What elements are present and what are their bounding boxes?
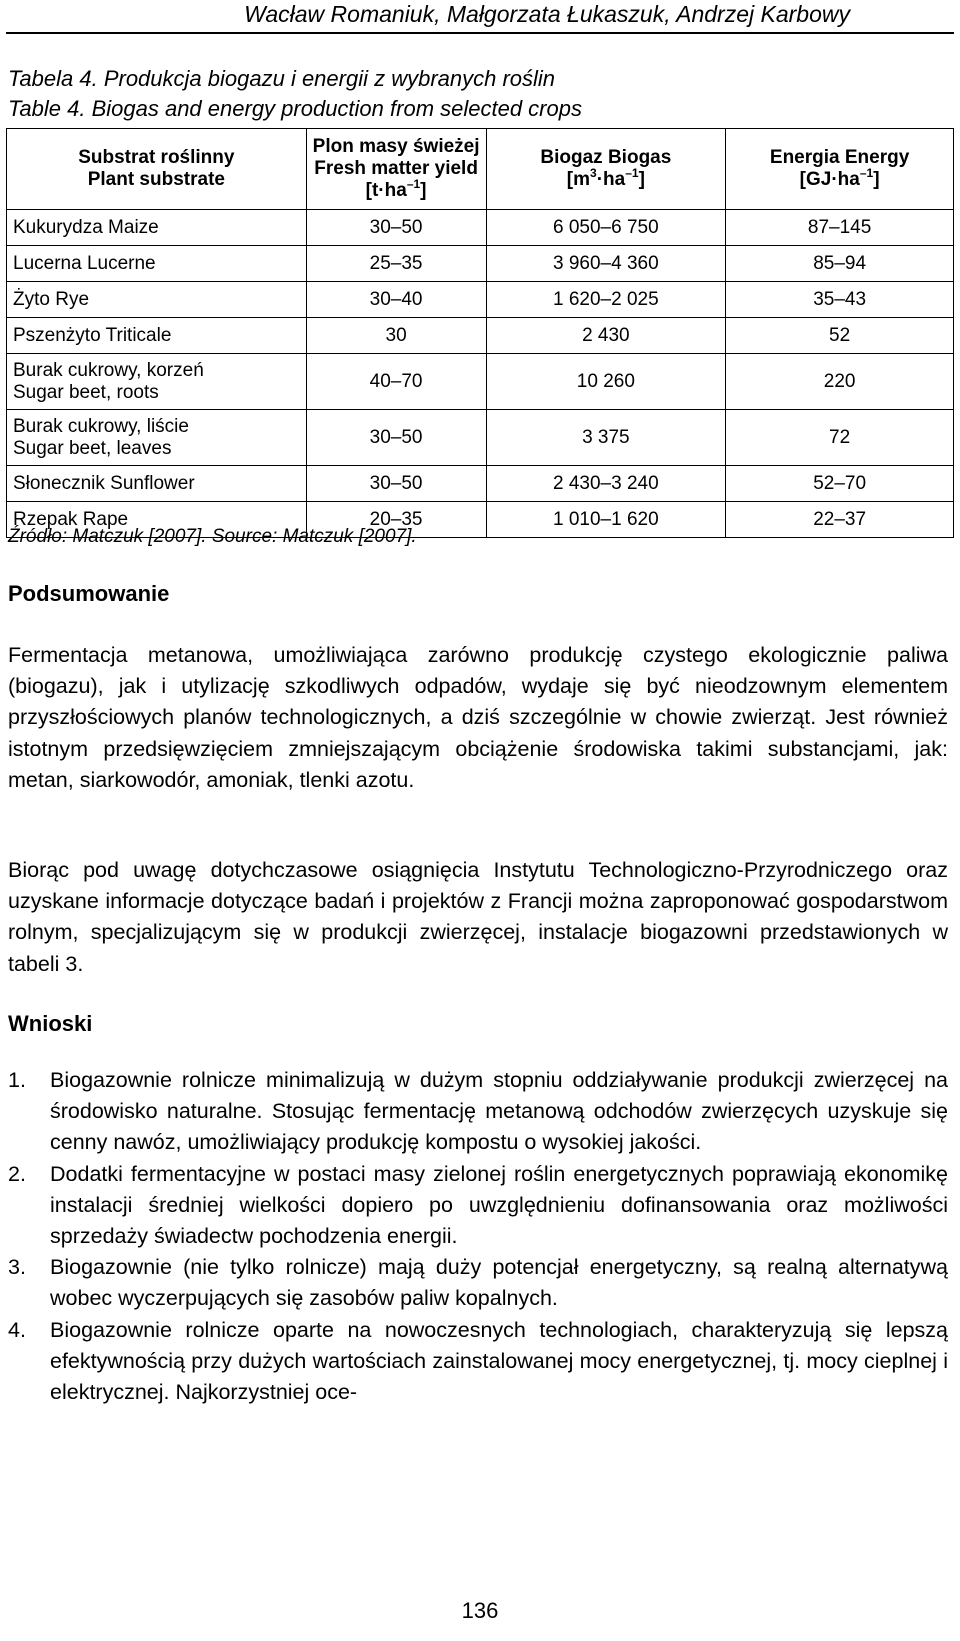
cell-energy: 87–145 (726, 210, 954, 246)
cell-substrate: Rzepak Rape (7, 502, 307, 538)
header-substrate-en: Plant substrate (87, 169, 225, 190)
summary-paragraph-2: Biorąc pod uwagę dotychczasowe osiągnięcia Instytutu Technologiczno-Przyrodniczego oraz uzyskane informacje dotyczące badań i projektów z Francji można zaproponować gospodarstwom rolnym, specjalizującym się w produkcji zwierzęcej, instalacje biogazowni przedstawionych w tabeli 3. (8, 858, 948, 976)
cell-yield: 20–35 (306, 502, 486, 538)
list-item-text: Biogazownie rolnicze oparte na nowoczesnych technologiach, charakteryzują się lepszą efektywnością przy dużych wartościach zainstalowanej mocy energetycznej, tj. mocy cieplnej i elektrycznej. Najkorzystniej oce- (50, 1317, 948, 1405)
cell-energy: 72 (726, 410, 954, 466)
list-item-number: 2. (8, 1161, 26, 1186)
substrate-line-en: Sugar beet, roots (13, 381, 159, 403)
list-item (8, 1065, 948, 1159)
header-plant-substrate (7, 129, 307, 210)
header-energy-label: Energia Energy (769, 147, 910, 168)
header-energy-unit: $[GJ\cdot ha^{-1}]$ (799, 166, 880, 190)
cell-biogas: 1 620–2 025 (486, 282, 726, 318)
header-biogas (486, 129, 726, 210)
table-row (7, 282, 954, 318)
cell-yield: 25–35 (306, 246, 486, 282)
cell-yield: 30 (306, 318, 486, 354)
list-item-number: 3. (8, 1255, 26, 1280)
cell-substrate: Pszenżyto Triticale (7, 318, 307, 354)
summary-paragraph-1: Fermentacja metanowa, umożliwiająca zarówno produkcję czystego ekologicznie paliwa (biogazu), jak i utylizację szkodliwych odpadów, wydaje się być nieodzownym elementem przyszłościowych planów technologicznych, a dziś szczególnie w chowie zwierząt. Jest również istotnym przedsięwzięciem zmniejszającym obciążenie środowiska takimi substancjami, jak: metan, siarkowodór, amoniak, tlenki azotu. (8, 643, 948, 792)
cell-biogas: 2 430–3 240 (486, 466, 726, 502)
cell-yield: 30–50 (306, 410, 486, 466)
page-number: 136 (461, 1598, 499, 1623)
table-source-note: Źródło: Matczuk [2007]. Source: Matczuk [2007]. (8, 526, 417, 547)
cell-substrate (7, 410, 307, 466)
table-row (7, 466, 954, 502)
cell-energy: 52 (726, 318, 954, 354)
table-row (7, 318, 954, 354)
header-yield-pl: Plon masy świeżej (312, 136, 480, 157)
cell-yield: 30–50 (306, 210, 486, 246)
cell-substrate (7, 354, 307, 410)
header-fresh-matter-yield (306, 129, 486, 210)
header-energy (726, 129, 954, 210)
table-row (7, 410, 954, 466)
header-yield-unit: $[t\cdot ha^{-1}]$ (365, 177, 427, 201)
table-header-row (7, 129, 954, 210)
header-rule (6, 32, 954, 34)
cell-biogas: 2 430 (486, 318, 726, 354)
substrate-line-pl: Burak cukrowy, korzeń (13, 359, 204, 381)
cell-energy: 35–43 (726, 282, 954, 318)
cell-biogas: 6 050–6 750 (486, 210, 726, 246)
caption-english: Table 4. Biogas and energy production from selected crops (8, 96, 582, 121)
cell-yield: 30–50 (306, 466, 486, 502)
table-row (7, 246, 954, 282)
list-item (8, 1315, 948, 1409)
cell-substrate: Lucerna Lucerne (7, 246, 307, 282)
list-item-text: Dodatki fermentacyjne w postaci masy zielonej roślin energetycznych poprawiają ekonomikę instalacji średniej wielkości dopiero po uwzględnieniu dofinansowania oraz możliwości sprzedaży świadectw pochodzenia energii. (50, 1161, 948, 1249)
cell-substrate: Żyto Rye (7, 282, 307, 318)
cell-biogas: 3 375 (486, 410, 726, 466)
list-item-number: 4. (8, 1317, 26, 1342)
cell-biogas: 10 260 (486, 354, 726, 410)
header-biogas-label: Biogaz Biogas (540, 147, 672, 168)
cell-yield: 40–70 (306, 354, 486, 410)
list-item (8, 1159, 948, 1253)
running-head-authors: Wacław Romaniuk, Małgorzata Łukaszuk, Andrzej Karbowy (244, 1, 850, 27)
header-biogas-unit: $[m^3\cdot ha^{-1}]$ (566, 166, 645, 190)
list-item-text: Biogazownie (nie tylko rolnicze) mają duży potencjał energetyczny, są realną alternatywą wobec wyczerpujących się zasobów paliw kopalnych. (50, 1255, 948, 1311)
table-row (7, 210, 954, 246)
list-item-number: 1. (8, 1068, 26, 1092)
heading-conclusions: Wnioski (8, 1011, 93, 1036)
biogas-production-table (6, 128, 954, 538)
header-yield-en: Fresh matter yield (314, 158, 478, 179)
cell-energy: 22–37 (726, 502, 954, 538)
cell-biogas: 3 960–4 360 (486, 246, 726, 282)
cell-energy: 52–70 (726, 466, 954, 502)
table-row (7, 354, 954, 410)
header-substrate-pl: Substrat roślinny (78, 147, 235, 168)
cell-yield: 30–40 (306, 282, 486, 318)
cell-energy: 220 (726, 354, 954, 410)
substrate-line-pl: Burak cukrowy, liście (13, 415, 189, 437)
conclusions-list (8, 1065, 948, 1408)
heading-summary: Podsumowanie (8, 581, 170, 606)
cell-energy: 85–94 (726, 246, 954, 282)
caption-polish: Tabela 4. Produkcja biogazu i energii z wybranych roślin (8, 66, 556, 91)
table-caption (8, 64, 948, 124)
list-item-text: Biogazownie rolnicze minimalizują w dużym stopniu oddziaływanie produkcji zwierzęcej na środowisko naturalne. Stosując fermentację metanową odchodów zwierzęcych uzyskuje się cenny nawóz, umożliwiający produkcję kompostu o wysokiej jakości. (50, 1068, 948, 1155)
cell-biogas: 1 010–1 620 (486, 502, 726, 538)
list-item (8, 1252, 948, 1314)
substrate-line-en: Sugar beet, leaves (13, 437, 172, 459)
cell-substrate: Kukurydza Maize (7, 210, 307, 246)
cell-substrate: Słonecznik Sunflower (7, 466, 307, 502)
